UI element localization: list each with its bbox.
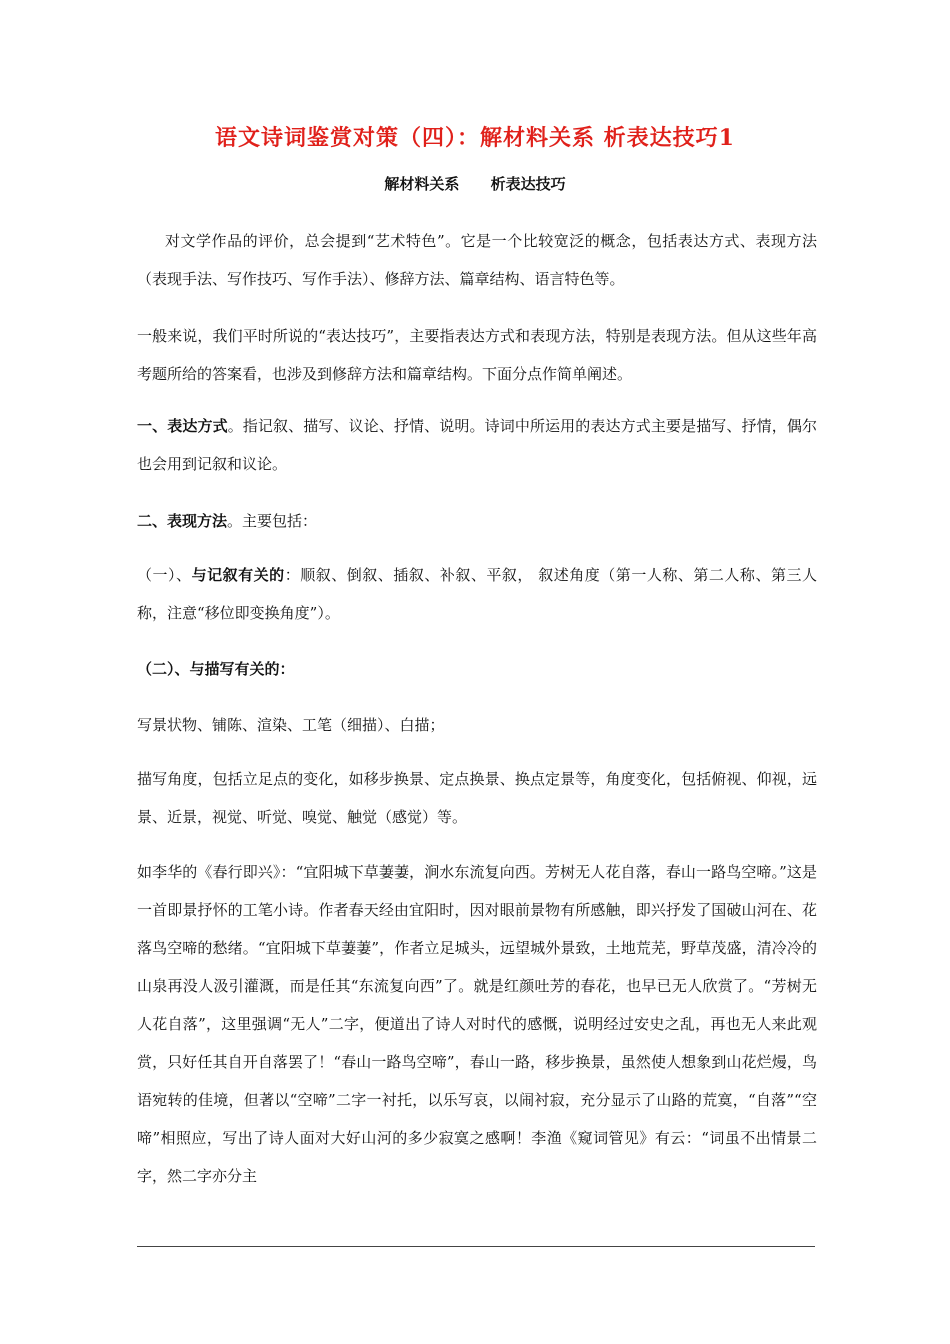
paragraph-text: 。指记叙、描写、议论、抒情、说明。诗词中所运用的表达方式主要是描写、抒情，偶尔也会用到记叙和议论。 <box>137 417 817 473</box>
paragraph-narration <box>137 556 817 632</box>
paragraph-description-angles: 描写角度，包括立足点的变化，如移步换景、定点换景、换点定景等，角度变化，包括俯视、仰视，远景、近景，视觉、听觉、嗅觉、触觉（感觉）等。 <box>137 770 817 826</box>
footer-divider <box>137 1246 815 1247</box>
paragraph-intro: 对文学作品的评价，总会提到“艺术特色”。它是一个比较宽泛的概念，包括表达方式、表现方法（表现手法、写作技巧、写作手法）、修辞方法、篇章结构、语言特色等。 <box>137 232 817 288</box>
subsection-heading-narration: 与记叙有关的 <box>191 566 285 584</box>
paragraph-expression-modes <box>137 407 817 483</box>
section-heading-expression-modes: 一、表达方式 <box>137 417 228 435</box>
paragraph-poem-analysis: 如李华的《春行即兴》：“宜阳城下草萋萋，涧水东流复向西。芳树无人花自落，春山一路鸟空啼。”这是一首即景抒怀的工笔小诗。作者春天经由宜阳时，因对眼前景物有所感触，即兴抒发了国破山河在、花落鸟空啼的愁绪。“宜阳城下草萋萋”，作者立足城头，远望城外景致，土地荒芜，野草茂盛，清冷冷的山泉再没人汲引灌溉，而是任其“东流复向西”了。就是红颜吐芳的春花，也早已无人欣赏了。“芳树无人花自落”，这里强调“无人”二字，便道出了诗人对时代的感慨，说明经过安史之乱，再也无人来此观赏，只好任其自开自落罢了！“春山一路鸟空啼”，春山一路，移步换景，虽然使人想象到山花烂熳，鸟语宛转的佳境，但著以“空啼”二字一衬托，以乐写哀，以闹衬寂，充分显示了山路的荒寞，“自落”“空啼”相照应，写出了诗人面对大好山河的多少寂寞之感啊！李渔《窥词管见》有云：“词虽不出情景二字，然二字亦分主 <box>137 863 817 1185</box>
subsection-heading-description: （二）、与描写有关的： <box>137 660 295 678</box>
paragraph-presentation-methods <box>137 502 817 540</box>
paragraph-text: ：顺叙、倒叙、插叙、补叙、平叙， 叙述角度（第一人称、第二人称、第三人称，注意“移位即变换角度”）。 <box>137 566 817 622</box>
paragraph-expression-skills: 一般来说，我们平时所说的“表达技巧”，主要指表达方式和表现方法，特别是表现方法。但从这些年高考题所给的答案看，也涉及到修辞方法和篇章结构。下面分点作简单阐述。 <box>137 327 817 383</box>
paragraph-description-techniques: 写景状物、铺陈、渲染、工笔（细描）、白描； <box>137 716 445 734</box>
document-subtitle: 解材料关系 析表达技巧 <box>384 175 566 193</box>
document-title: 语文诗词鉴赏对策（四）：解材料关系 析表达技巧1 <box>215 125 735 151</box>
subsection-number: （一）、 <box>137 566 192 584</box>
section-heading-presentation-methods: 二、表现方法 <box>137 512 228 530</box>
paragraph-text: 。主要包括： <box>227 512 318 530</box>
